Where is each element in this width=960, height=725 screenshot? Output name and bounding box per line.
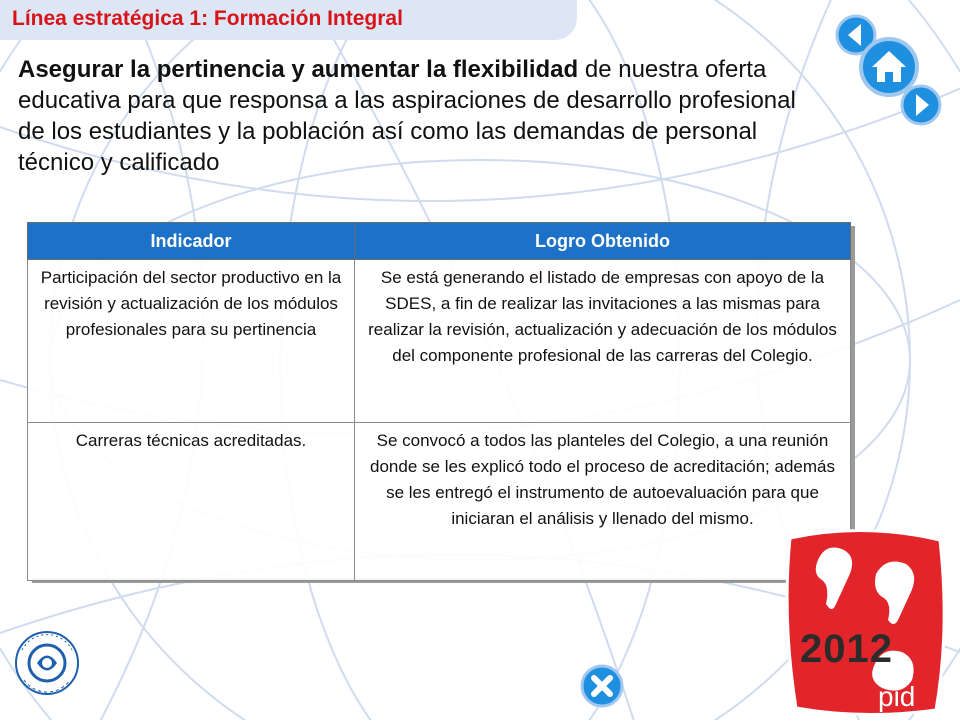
header-logro: Logro Obtenido xyxy=(355,223,851,260)
forward-arrow-icon xyxy=(900,84,942,126)
cell-indicador: Participación del sector productivo en la revisión y actualización de los módulos profesionales para su pertinencia xyxy=(28,260,355,423)
forward-button[interactable] xyxy=(900,84,942,126)
cecyteg-logo xyxy=(12,628,82,703)
intro-paragraph xyxy=(18,54,818,178)
header-indicador: Indicador xyxy=(28,223,355,260)
cecyteg-seal-icon xyxy=(12,628,82,698)
close-icon xyxy=(580,664,624,708)
indicators-table xyxy=(27,222,851,581)
section-banner xyxy=(0,0,577,40)
pid-logo-icon xyxy=(778,520,953,720)
cell-logro: Se convocó a todos las planteles del Colegio, a una reunión donde se les explicó todo el proceso de acreditación; además se les entregó el instrumento de autoevaluación para que iniciaran el análisis y llenado del mismo. xyxy=(355,423,851,581)
pid-2012-badge xyxy=(778,520,953,725)
table-row xyxy=(28,423,851,581)
intro-text: de nuestra oferta educativa para que responsa a las aspiraciones de desarrollo profesional de los estudiantes y la población así como las demandas de personal técnico y calificado xyxy=(18,56,796,176)
cell-logro: Se está generando el listado de empresas con apoyo de la SDES, a fin de realizar las invitaciones a las mismas para realizar la revisión, actualización y adecuación de los módulos del componente profesional de las carreras del Colegio. xyxy=(355,260,851,423)
table-header-row xyxy=(28,223,851,260)
section-title: Línea estratégica 1: Formación Integral xyxy=(12,7,403,30)
cell-indicador: Carreras técnicas acreditadas. xyxy=(28,423,355,581)
pid-label-text: pid xyxy=(878,681,916,712)
intro-bold-text: Asegurar la pertinencia y aumentar la flexibilidad xyxy=(18,56,579,83)
pid-year-text: 2012 xyxy=(800,627,893,671)
close-button[interactable] xyxy=(580,664,624,713)
table-row xyxy=(28,260,851,423)
